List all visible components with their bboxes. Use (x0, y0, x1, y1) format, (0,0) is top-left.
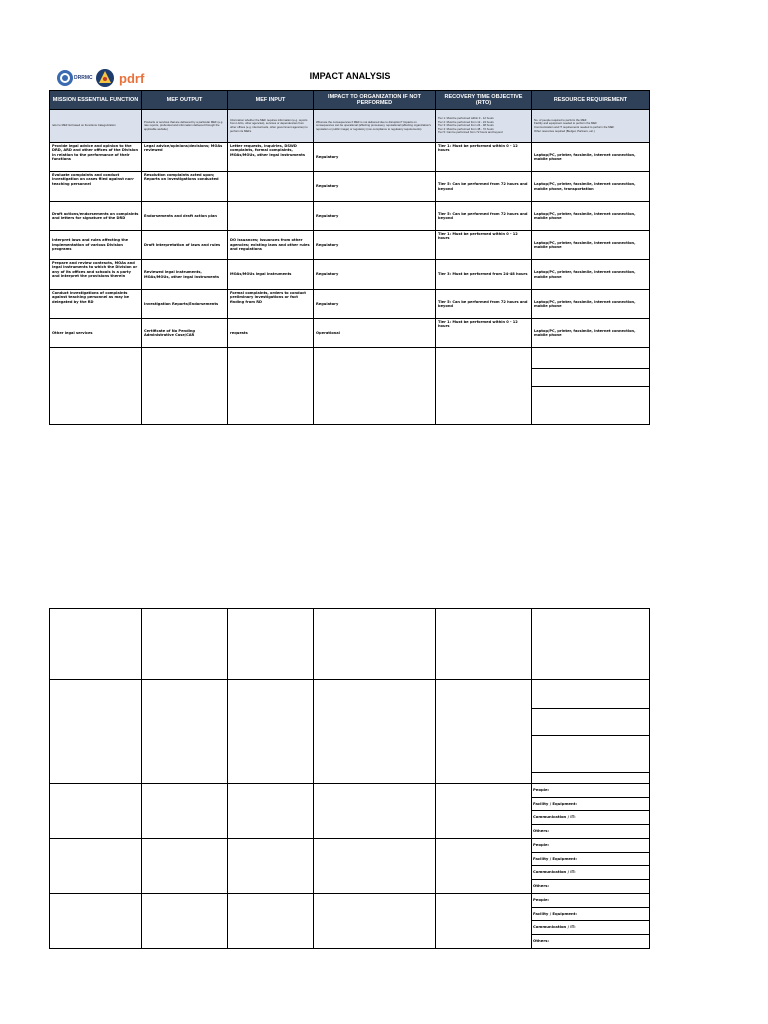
label-others: Others: (533, 937, 549, 943)
cell-resource: Laptop/PC, printer, facsimile, internet connection, mobile phone (532, 290, 650, 319)
cell-rto: Tier 3: Must be performed from 24-48 hours (436, 260, 532, 290)
cell-output: Investigation Reports/Endorsements (142, 290, 228, 319)
empty-cell (228, 784, 314, 839)
empty-cell (532, 609, 650, 680)
impact-analysis-table (49, 90, 650, 425)
cell-rto: Tier 1: Must be performed within 0 - 12 hours (436, 143, 532, 172)
cell-impact: Operational (314, 319, 436, 348)
desc-mef-output: Products or services that are delivered by a particular MEF (e.g. rate reports, prefunded and information delivered through the applicable website) (142, 110, 228, 143)
empty-cell (436, 609, 532, 680)
col-header-resource: RESOURCE REQUIREMENT (532, 91, 650, 110)
cell-input (228, 172, 314, 202)
label-facility: Facility / Equipment: (532, 798, 649, 812)
col-header-mef-output: MEF OUTPUT (142, 91, 228, 110)
cell-impact: Regulatory (314, 143, 436, 172)
empty-cell (436, 894, 532, 949)
cell-impact: Regulatory (314, 290, 436, 319)
cell-impact: Regulatory (314, 260, 436, 290)
drrmc-logo (57, 70, 93, 86)
empty-cell (228, 680, 314, 784)
label-facility: Facility / Equipment: (532, 908, 649, 922)
page-title: IMPACT ANALYSIS (309, 71, 391, 81)
resource-labels-cell (532, 784, 650, 839)
desc-rto: Tier 1: Must be performed within 0 - 12 hours Tier 2: Must be performed from 12 - 24 hours Tier 3: Must be performed from 24 - 48 hours Tier 4: Must be performed from 48 - 72 hours Tier 5: Can be performed from 72 hours and beyond (436, 110, 532, 143)
desc-mef-input: Information whether the MEF requires information (e.g. reports from LGUs, other agencies), services or dependencies from other offices (e.g. internal tools, other government agencies) to perform its MEFs (228, 110, 314, 143)
empty-cell (50, 609, 142, 680)
label-people: People: (532, 894, 649, 908)
cell-resource: Laptop/PC, printer, facsimile, internet connection, mobile phone (532, 143, 650, 172)
cell-rto: Tier 5: Can be performed from 72 hours and beyond (436, 202, 532, 231)
label-facility: Facility / Equipment: (532, 853, 649, 867)
cell-resource: Laptop/PC, printer, facsimile, internet connection, mobile phone (532, 202, 650, 231)
label-people: People: (532, 839, 649, 853)
cell-mef: Evaluate complaints and conduct investigation on cases filed against non-teaching personnel (50, 172, 142, 202)
cell-input: DO issuances; issuances from other agencies; existing laws and other rules and regulations (228, 231, 314, 260)
cell-mef: Provide legal advice and opinion to the DRD, ARD and other offices of the Division in relation to the performance of their functions (50, 143, 142, 172)
empty-cell (50, 894, 142, 949)
empty-resource-cell (532, 348, 650, 425)
empty-cell (50, 839, 142, 894)
resource-labels-cell (532, 839, 650, 894)
cell-mef: Other legal services (50, 319, 142, 348)
cell-resource: Laptop/PC, printer, facsimile, internet connection, mobile phone (532, 231, 650, 260)
empty-resource-cell (532, 680, 650, 784)
empty-cell (436, 348, 532, 425)
empty-cell (436, 839, 532, 894)
empty-cell (228, 839, 314, 894)
empty-cell (142, 680, 228, 784)
cell-output: Endorsements and draft action plan (142, 202, 228, 231)
cell-resource: Laptop/PC, printer, facsimile, internet connection, mobile phone (532, 260, 650, 290)
desc-impact: What are the consequences if MEF is not delivered due to disruption? Impacts on consequences can be operational (affecting processes), reputational (affecting organization's reputation or public image) or regulatory (non-compliance to regulatory requirements) (314, 110, 436, 143)
cell-rto: Tier 1: Must be performed within 0 - 12 hours (436, 231, 532, 260)
table-row (50, 319, 650, 348)
empty-row (50, 348, 650, 425)
empty-cell (436, 784, 532, 839)
empty-cell (436, 680, 532, 784)
resource-row (50, 894, 650, 949)
cell-input: requests (228, 319, 314, 348)
empty-row (50, 609, 650, 680)
cell-output: Reviewed legal instruments, MOAs/MOUs, other legal instruments (142, 260, 228, 290)
cell-mef: Conduct investigations of complaints against teaching personnel as may be delegated by the RD (50, 290, 142, 319)
resource-row (50, 839, 650, 894)
lower-table (49, 608, 650, 949)
empty-row (50, 680, 650, 784)
empty-cell (314, 784, 436, 839)
empty-cell (142, 839, 228, 894)
cell-resource: Laptop/PC, printer, facsimile, internet connection, mobile phone (532, 319, 650, 348)
cell-output: Certificate of No Pending Administrative Case/CAR (142, 319, 228, 348)
cell-impact: Regulatory (314, 202, 436, 231)
cell-impact: Regulatory (314, 231, 436, 260)
desc-mef: refer to MEF list based on Functions Categorization (50, 110, 142, 143)
seal-logo (96, 69, 114, 87)
label-communication: Communication / IT: (532, 921, 649, 935)
cell-output: Draft interpretation of laws and rules (142, 231, 228, 260)
resource-labels-cell (532, 894, 650, 949)
cell-mef: Interpret laws and rules affecting the implementation of various Division programs (50, 231, 142, 260)
cell-mef: Prepare and review contracts, MOAs and legal instruments to which the Division or any of its offices and schools is a party and interpret the provisions therein (50, 260, 142, 290)
empty-cell (50, 680, 142, 784)
empty-cell (314, 348, 436, 425)
empty-cell (50, 784, 142, 839)
empty-cell (142, 348, 228, 425)
empty-cell (50, 348, 142, 425)
cell-input: Formal complaints, orders to conduct preliminary investigations or fact finding from RD (228, 290, 314, 319)
empty-cell (314, 839, 436, 894)
header-logos (55, 66, 150, 90)
empty-cell (314, 609, 436, 680)
empty-cell (228, 348, 314, 425)
label-people: People: (532, 784, 649, 798)
table-row (50, 202, 650, 231)
cell-impact: Regulatory (314, 172, 436, 202)
col-header-mef-input: MEF INPUT (228, 91, 314, 110)
empty-cell (228, 609, 314, 680)
cell-rto: Tier 5: Can be performed from 72 hours and beyond (436, 172, 532, 202)
empty-cell (142, 784, 228, 839)
label-communication: Communication / IT: (532, 866, 649, 880)
cell-input (228, 202, 314, 231)
empty-cell (142, 894, 228, 949)
col-header-impact: IMPACT TO ORGANIZATION IF NOT PERFORMED (314, 91, 436, 110)
cell-input: Letter requests, inquiries, DSWD complaints, formal complaints, MOAs/MOUs, other legal instruments (228, 143, 314, 172)
empty-cell (142, 609, 228, 680)
table-row (50, 143, 650, 172)
table-row (50, 172, 650, 202)
cell-output: Legal advice/opinions/decisions; MOAs reviewed (142, 143, 228, 172)
col-header-rto: RECOVERY TIME OBJECTIVE (RTO) (436, 91, 532, 110)
cell-resource: Laptop/PC, printer, facsimile, internet connection, mobile phone, transportation (532, 172, 650, 202)
cell-mef: Draft actions/endorsements on complaints and letters for signature of the DRD (50, 202, 142, 231)
label-others: Others: (533, 882, 549, 888)
cell-rto: Tier 1: Must be performed within 0 - 12 hours (436, 319, 532, 348)
table-row (50, 290, 650, 319)
header-row (50, 91, 650, 110)
resource-row (50, 784, 650, 839)
empty-cell (314, 680, 436, 784)
desc-resource: No. of people required to perform the MEF Facility and equipment needed to perform the MEF Communication and IT requirements needed to perform the MEF Other resources required (Budget, Partners, etc.) (532, 110, 650, 143)
table-row (50, 231, 650, 260)
drrmc-logo-text: DRRMC (74, 75, 93, 81)
cell-input: MOAs/MOUs legal instruments (228, 260, 314, 290)
description-row (50, 110, 650, 143)
empty-cell (228, 894, 314, 949)
cell-output: Resolution complaints acted upon; Reports on investigations conducted (142, 172, 228, 202)
cell-rto: Tier 5: Can be performed from 72 hours and beyond (436, 290, 532, 319)
empty-cell (314, 894, 436, 949)
table-row (50, 260, 650, 290)
label-others: Others: (533, 827, 549, 833)
pdrf-logo-text: pdrf (119, 71, 145, 86)
label-communication: Communication / IT: (532, 811, 649, 825)
col-header-mef: MISSION ESSENTIAL FUNCTION (50, 91, 142, 110)
